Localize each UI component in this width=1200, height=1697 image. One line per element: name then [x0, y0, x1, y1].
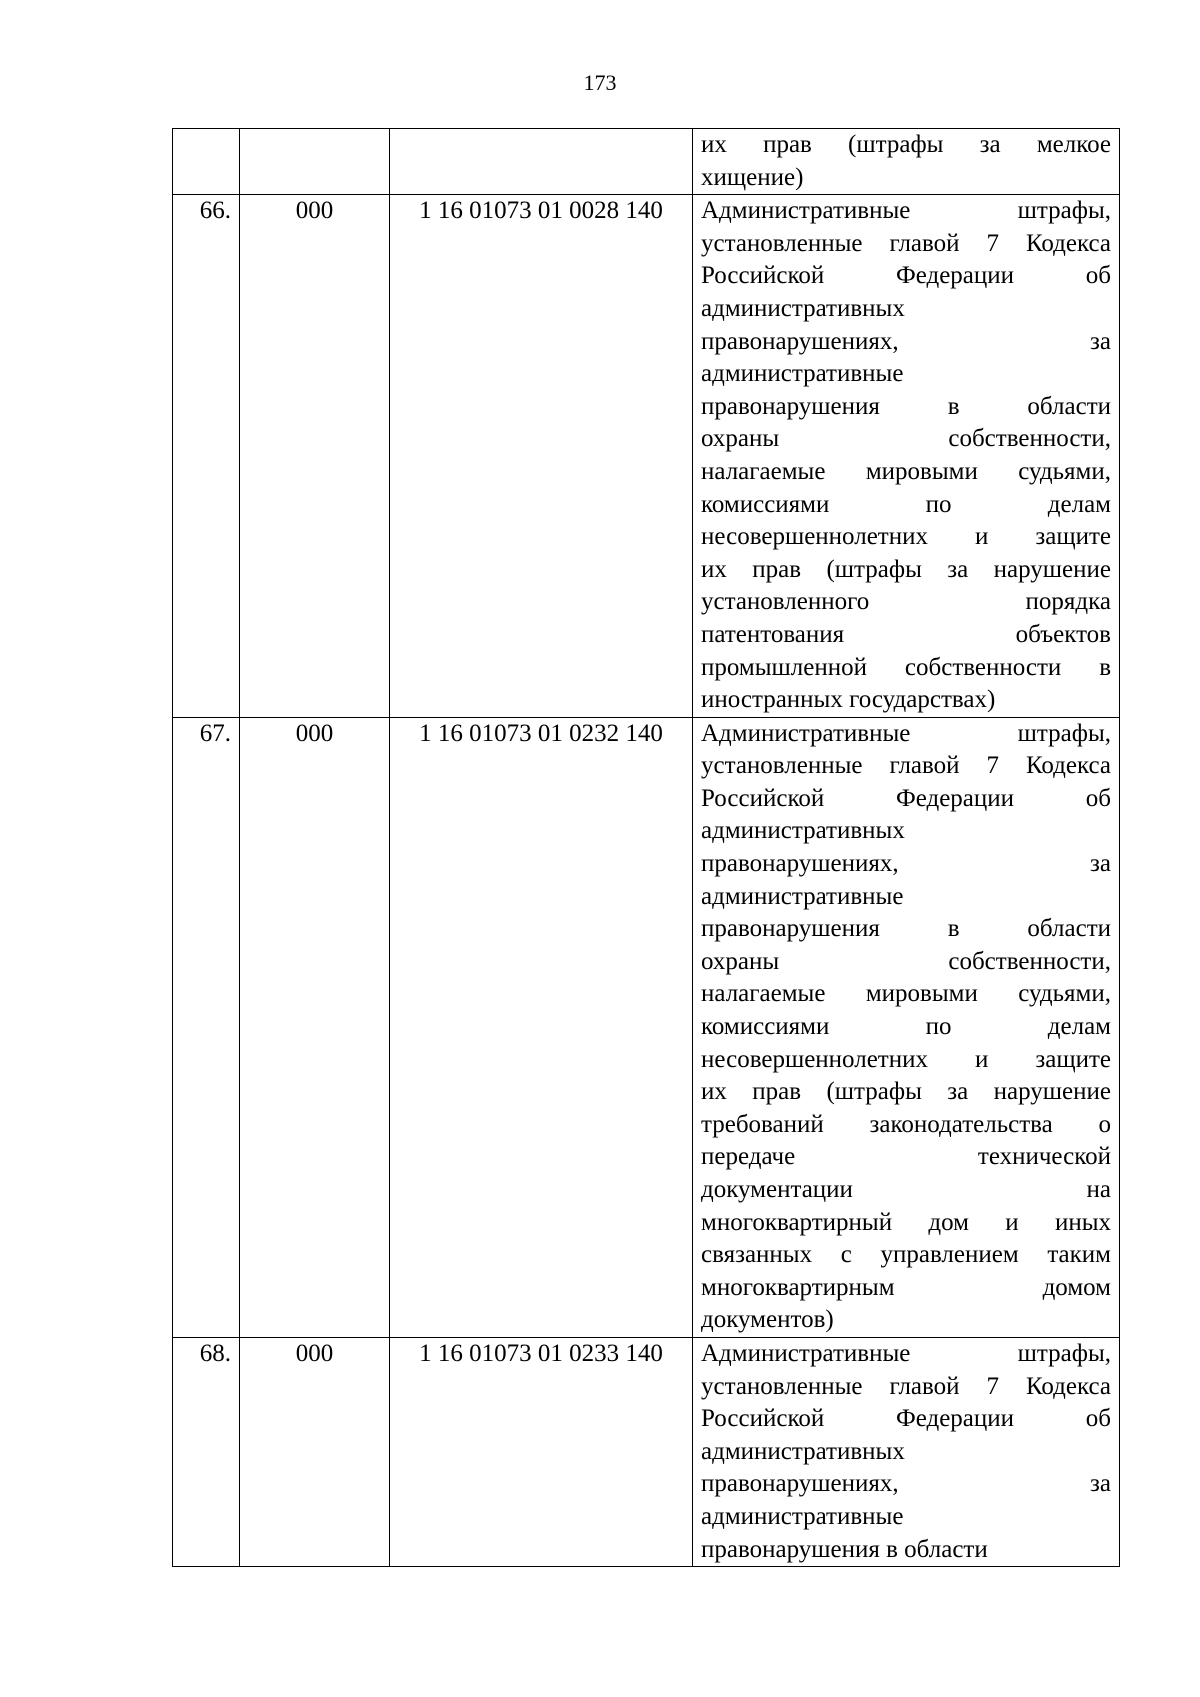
description-line: их прав (штрафы за мелкое — [701, 131, 1111, 158]
description-line: административных — [701, 294, 905, 322]
table-row — [173, 195, 1120, 718]
page-number: 173 — [583, 70, 617, 95]
description-line: охраны собственности, — [701, 947, 1111, 975]
row-number-cell: 67. — [173, 717, 240, 1337]
budget-classification-code-cell — [390, 129, 693, 195]
description-line: Российской Федерации об — [701, 784, 1111, 812]
description-line: несовершеннолетних и защите — [701, 1045, 1111, 1073]
description-line: правонарушения в области — [701, 1535, 988, 1563]
description-line: иностранных государствах) — [701, 686, 996, 714]
budget-classification-code-cell: 1 16 01073 01 0232 140 — [390, 717, 693, 1337]
description-line: охраны собственности, — [701, 425, 1111, 453]
description-line: правонарушениях, за — [701, 1470, 1111, 1498]
table-row — [173, 717, 1120, 1337]
description-line: патентования объектов — [701, 620, 1111, 648]
description-line: хищение) — [701, 163, 804, 191]
budget-code-table — [172, 128, 1120, 1567]
description-line: установленные главой 7 Кодекса — [701, 752, 1111, 780]
income-description-cell — [693, 1337, 1120, 1566]
description-line: административных — [701, 817, 905, 845]
description-line: правонарушениях, за — [701, 327, 1111, 355]
budget-classification-code-cell: 1 16 01073 01 0028 140 — [390, 195, 693, 718]
description-line: административные — [701, 882, 904, 910]
admin-code-cell: 000 — [240, 1337, 390, 1566]
description-line: установленные главой 7 Кодекса — [701, 1372, 1111, 1400]
description-line: требований законодательства о — [701, 1110, 1111, 1138]
row-number-cell: 66. — [173, 195, 240, 718]
description-line: установленные главой 7 Кодекса — [701, 229, 1111, 257]
description-line: Административные штрафы, — [701, 1339, 1111, 1367]
income-description-cell — [693, 717, 1120, 1337]
description-line: их прав (штрафы за нарушение — [701, 1078, 1111, 1106]
description-line: многоквартирным домом — [701, 1273, 1111, 1301]
admin-code-cell — [240, 129, 390, 195]
description-line: правонарушениях, за — [701, 850, 1111, 878]
description-line: связанных с управлением таким — [701, 1241, 1111, 1269]
description-line: документации на — [701, 1176, 1111, 1203]
admin-code-cell: 000 — [240, 717, 390, 1337]
description-line: правонарушения в области — [701, 915, 1111, 943]
description-line: Административные штрафы, — [701, 197, 1111, 225]
table-row — [173, 1337, 1120, 1566]
income-description-cell — [693, 195, 1120, 718]
description-line: промышленной собственности в — [701, 653, 1111, 681]
description-line: Административные штрафы, — [701, 719, 1111, 747]
description-line: комиссиями по делам — [701, 1013, 1111, 1041]
description-line: Российской Федерации об — [701, 262, 1111, 290]
description-line: многоквартирный дом и иных — [701, 1208, 1111, 1236]
description-line: их прав (штрафы за нарушение — [701, 555, 1111, 583]
admin-code-cell: 000 — [240, 195, 390, 718]
budget-classification-code-cell: 1 16 01073 01 0233 140 — [390, 1337, 693, 1566]
description-line: несовершеннолетних и защите — [701, 523, 1111, 551]
row-number-cell — [173, 129, 240, 195]
description-line: налагаемые мировыми судьями, — [701, 980, 1111, 1008]
description-line: комиссиями по делам — [701, 490, 1111, 518]
table-body — [173, 129, 1120, 1567]
description-line: правонарушения в области — [701, 392, 1111, 420]
income-description-cell — [693, 129, 1120, 195]
description-line: налагаемые мировыми судьями, — [701, 457, 1111, 485]
description-line: административные — [701, 1502, 904, 1530]
table-row — [173, 129, 1120, 195]
description-line: передаче технической — [701, 1143, 1111, 1171]
description-line: документов) — [701, 1306, 834, 1334]
description-line: установленного порядка — [701, 588, 1111, 616]
row-number-cell: 68. — [173, 1337, 240, 1566]
description-line: административных — [701, 1437, 905, 1465]
description-line: административные — [701, 360, 904, 388]
description-line: Российской Федерации об — [701, 1405, 1111, 1433]
